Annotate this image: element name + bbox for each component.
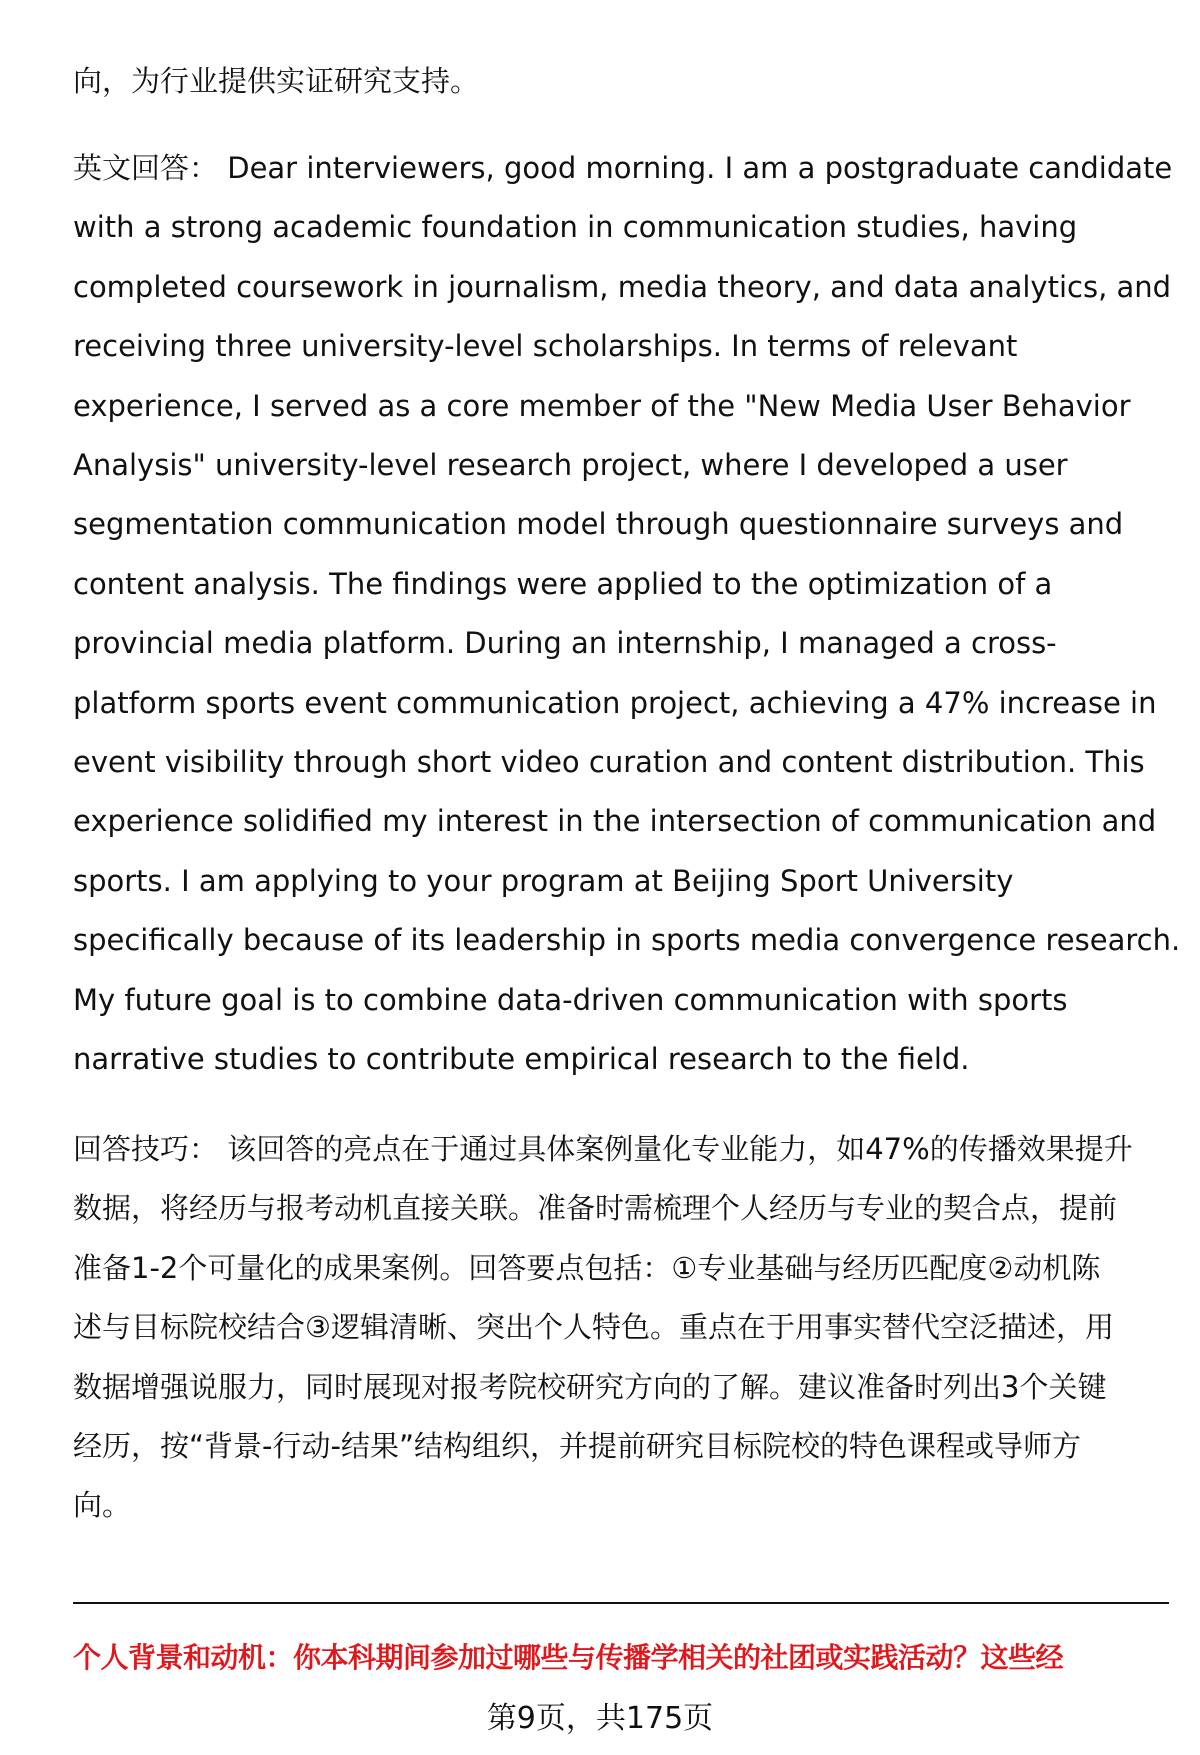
text-line: provincial media platform. During an internship, I managed a cross- (73, 626, 1057, 661)
english-answer-label: 英文回答： (73, 151, 219, 185)
section-divider (73, 1602, 1169, 1604)
tips-label: 回答技巧： (73, 1132, 219, 1166)
page-number-footer: 第9页，共175页 (486, 1701, 714, 1736)
text-line: 数据，将经历与报考动机直接关联。准备时需梳理个人经历与专业的契合点，提前 (73, 1191, 1118, 1226)
text-line: Dear interviewers, good morning. I am a postgraduate candidate (218, 151, 1173, 185)
text-line: event visibility through short video curation and content distribution. This (73, 745, 1145, 780)
text-line: Analysis" university-level research project, where I developed a user (73, 448, 1068, 483)
text-line: platform sports event communication project, achieving a 47% increase in (73, 685, 1157, 720)
text-line: specifically because of its leadership in sports media convergence research. (73, 923, 1181, 958)
text-line: 向，为行业提供实证研究支持。 (73, 64, 480, 98)
next-question-heading: 个人背景和动机：你本科期间参加过哪些与传播学相关的社团或实践活动？这些经 (73, 1641, 1064, 1674)
text-line: 经历，按“背景-行动-结果”结构组织，并提前研究目标院校的特色课程或导师方 (73, 1429, 1081, 1464)
text-line: 向。 (73, 1488, 132, 1523)
text-line: segmentation communication model through questionnaire surveys and (73, 507, 1124, 542)
text-line: receiving three university-level scholarships. In terms of relevant (73, 329, 1018, 364)
text-line: sports. I am applying to your program at Beijing Sport University (73, 863, 1014, 898)
english-answer-paragraph (73, 139, 1181, 1090)
text-line: My future goal is to combine data-driven communication with sports (73, 982, 1068, 1017)
text-line: experience solidified my interest in the intersection of communication and (73, 804, 1157, 839)
text-line: content analysis. The findings were applied to the optimization of a (73, 566, 1053, 601)
text-line: with a strong academic foundation in communication studies, having (73, 210, 1078, 245)
text-line: 述与目标院校结合③逻辑清晰、突出个人特色。重点在于用事实替代空泛描述，用 (73, 1310, 1114, 1345)
text-line: 该回答的亮点在于通过具体案例量化专业能力，如47%的传播效果提升 (218, 1132, 1133, 1166)
text-line: 准备1-2个可量化的成果案例。回答要点包括：①专业基础与经历匹配度②动机陈 (73, 1250, 1101, 1285)
intro-tail-paragraph (73, 52, 1173, 111)
text-line: narrative studies to contribute empirical research to the field. (73, 1042, 970, 1077)
text-line: completed coursework in journalism, media theory, and data analytics, and (73, 269, 1172, 304)
tips-paragraph (73, 1120, 1173, 1536)
text-line: experience, I served as a core member of the "New Media User Behavior (73, 388, 1131, 423)
text-line: 数据增强说服力，同时展现对报考院校研究方向的了解。建议准备时列出3个关键 (73, 1369, 1107, 1404)
